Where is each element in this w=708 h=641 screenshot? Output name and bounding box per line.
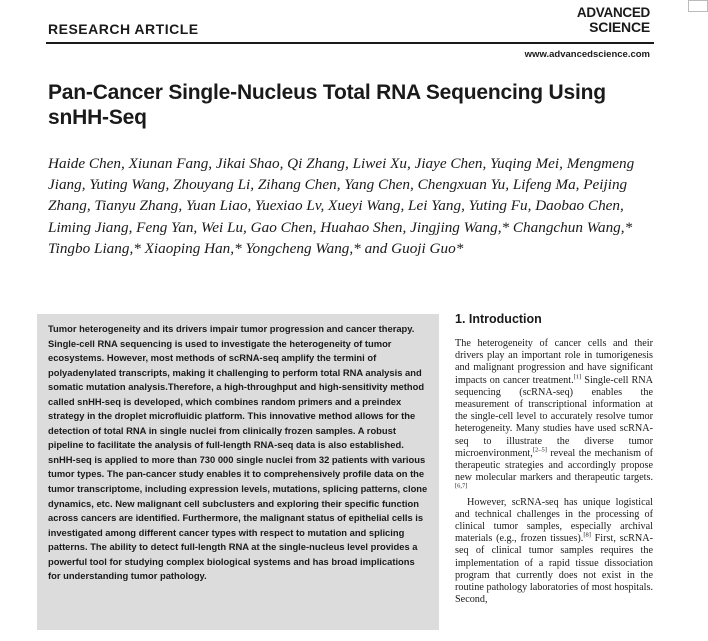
introduction-paragraph-1: [455, 338, 653, 497]
journal-logo-line2-text: SCIENCE: [589, 19, 650, 35]
abstract-text: Tumor heterogeneity and its drivers impair tumor progression and cancer therapy. Single-cell RNA sequencing is used to investigate the heterogeneity of tumor ecosystems. However, most methods of scRNA-seq amplify the termini of polyadenylated transcripts, making it challenging to perform total RNA analysis and somatic mutation analysis.Therefore, a high-throughput and high-sensitivity method called snHH-seq is developed, which combines random primers and a preindex strategy in the droplet microfluidic platform. This innovative method allows for the detection of total RNA in single nuclei from clinically frozen samples. A robust pipeline to facilitate the analysis of full-length RNA-seq data is also established. snHH-seq is applied to more than 730 000 single nuclei from 32 patients with various tumor types. The pan-cancer study enables it to comprehensively profile data on the tumor transcriptome, including expression levels, mutations, splicing patterns, clone dynamics, etc. New malignant cell subclusters and exploring their specific function across cancers are identified. Furthermore, the malignant status of epithelial cells is investigated among different cancer types with respect to mutation and splicing patterns. The ability to detect full-length RNA at the single-nucleus level provides a powerful tool for studying complex biological systems and has broad implications for understanding tumor pathology.: [48, 323, 428, 582]
header-rule: [46, 42, 654, 44]
citation-ref[interactable]: [6,7]: [455, 483, 468, 491]
section-heading-introduction: 1. Introduction: [455, 312, 542, 326]
introduction-paragraph-2: [455, 497, 653, 607]
citation-ref[interactable]: [1]: [573, 373, 582, 381]
intro-p1-text-b: Single-cell RNA sequencing (scRNA-seq) enables the measurement of transcriptional information at the single-cell level to accurately resolve tumor heterogeneity. Many studies have used scRNA-seq to illustrate the diverse tumor microenvironment,: [455, 374, 653, 459]
abstract-box: [37, 314, 439, 630]
intro-p2-text-a: However, scRNA-seq has unique logistical and technical challenges in the processing of clinical tumor samples, especially archival materials (e.g., frozen tissues).: [455, 496, 653, 545]
intro-p1-text-c: reveal the mechanism of therapeutic strategies and accordingly propose new molecular markers and therapeutic targets.: [455, 447, 653, 484]
introduction-body: [455, 338, 653, 606]
journal-website-link[interactable]: www.advancedscience.com: [524, 49, 650, 60]
section-tag: RESEARCH ARTICLE: [48, 21, 199, 37]
journal-logo: [577, 6, 650, 34]
author-list: Haide Chen, Xiunan Fang, Jikai Shao, Qi Zhang, Liwei Xu, Jiaye Chen, Yuqing Mei, Mengmeng Jiang, Yuting Wang, Zhouyang Li, Zihang Chen, Yang Chen, Chengxuan Yu, Lifeng Ma, Peijing Zhang, Tianyu Zhang, Yuan Liao, Yuexiao Lv, Xueyi Wang, Lei Yang, Yuting Fu, Daobao Chen, Liming Jiang, Feng Yan, Wei Lu, Gao Chen, Huahao Shen, Jingjing Wang,* Changchun Wang,* Tingbo Liang,* Xiaoping Han,* Yongcheng Wang,* and Guoji Guo*: [48, 155, 635, 257]
journal-logo-line1: ADVANCED: [576, 5, 650, 20]
citation-ref[interactable]: [8]: [583, 531, 591, 539]
window-corner-box: [688, 0, 708, 12]
journal-logo-line2: [577, 20, 650, 34]
citation-ref[interactable]: [2–5]: [532, 446, 547, 454]
intro-p2-text-b: First, scRNA-seq of clinical tumor samples requires the implementation of a rapid tissue dissociation program that currently does not exist in the routine pathology laboratories of most hospitals. Second,: [455, 533, 653, 606]
intro-p1-text-a: The heterogeneity of cancer cells and their drivers play an important role in tumorigenesis and malignant progression and have significant impacts on cancer treatment.: [455, 338, 653, 386]
article-title: Pan-Cancer Single-Nucleus Total RNA Sequencing Using snHH-Seq: [48, 81, 606, 129]
